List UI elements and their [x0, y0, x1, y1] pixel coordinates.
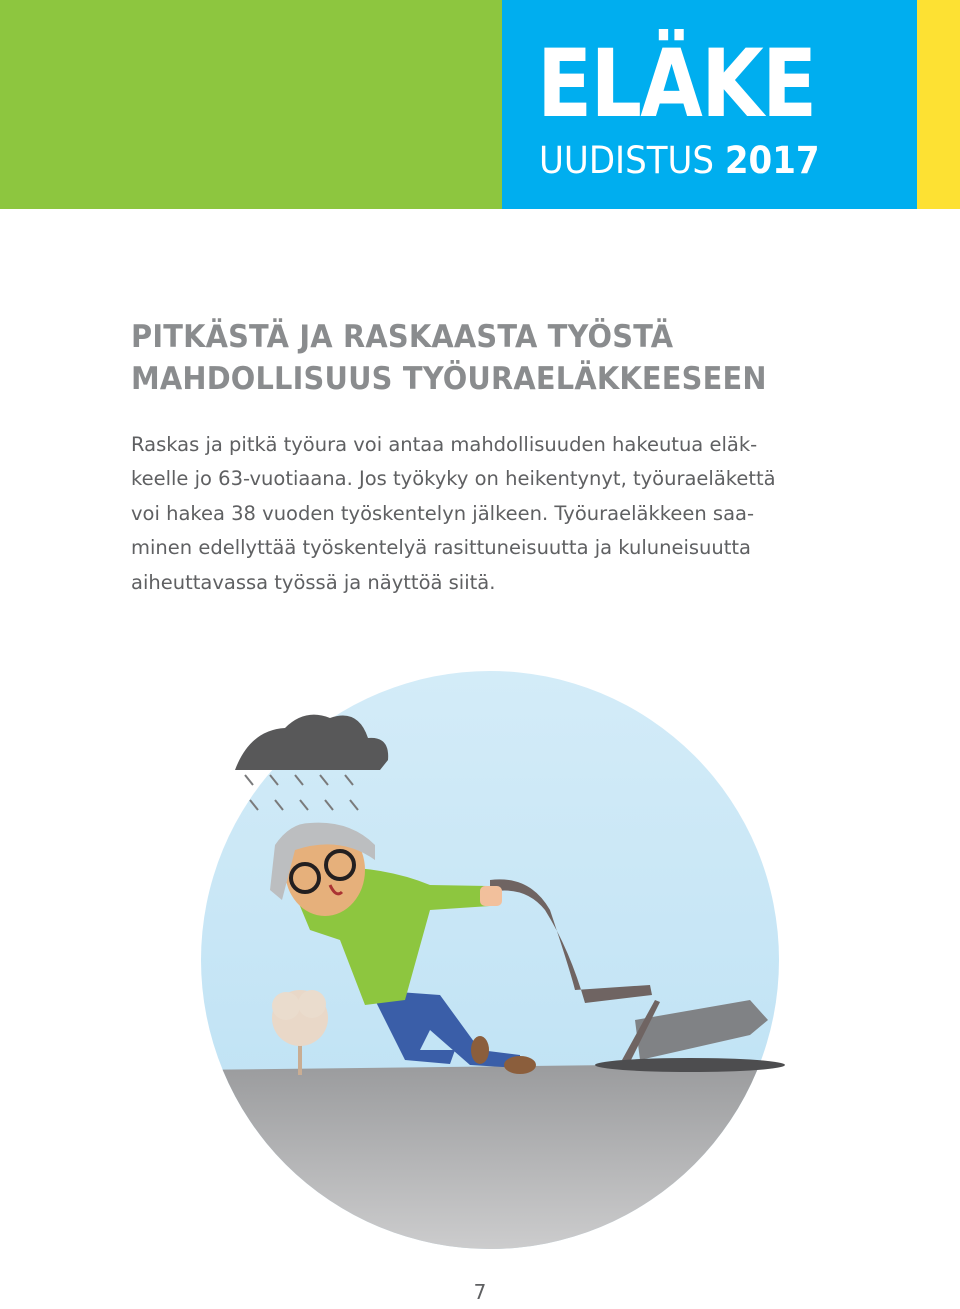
page-title [131, 316, 767, 400]
page-title-line: MAHDOLLISUUS TYÖURAELÄKKEESEEN [131, 361, 767, 397]
header-yellow-band [917, 0, 960, 209]
body-line: minen edellyttää työskentelyä rasittuneisuutta ja kuluneisuutta [131, 536, 752, 560]
brand-subtitle-year: 2017 [724, 139, 820, 182]
page-title-line: PITKÄSTÄ JA RASKAASTA TYÖSTÄ [131, 319, 674, 355]
body-line: Raskas ja pitkä työura voi antaa mahdollisuuden hakeutua eläk- [131, 433, 758, 456]
brand-subtitle-light: UUDISTUS [539, 139, 715, 182]
worker-ploughing-illustration [190, 660, 790, 1260]
body-line: voi hakea 38 vuoden työskentelyn jälkeen. Työuraeläkkeen saa- [131, 501, 755, 525]
brand-title: ELÄKE [537, 30, 816, 139]
brand-subtitle [539, 139, 820, 182]
page-number: 7 [473, 1280, 487, 1304]
body-line: keelle jo 63-vuotiaana. Jos työkyky on heikentynyt, työuraeläkettä [131, 467, 776, 491]
body-paragraph [131, 428, 831, 600]
body-line: aiheuttavassa työssä ja näyttöä siitä. [131, 570, 496, 594]
header-green-band [0, 0, 502, 209]
